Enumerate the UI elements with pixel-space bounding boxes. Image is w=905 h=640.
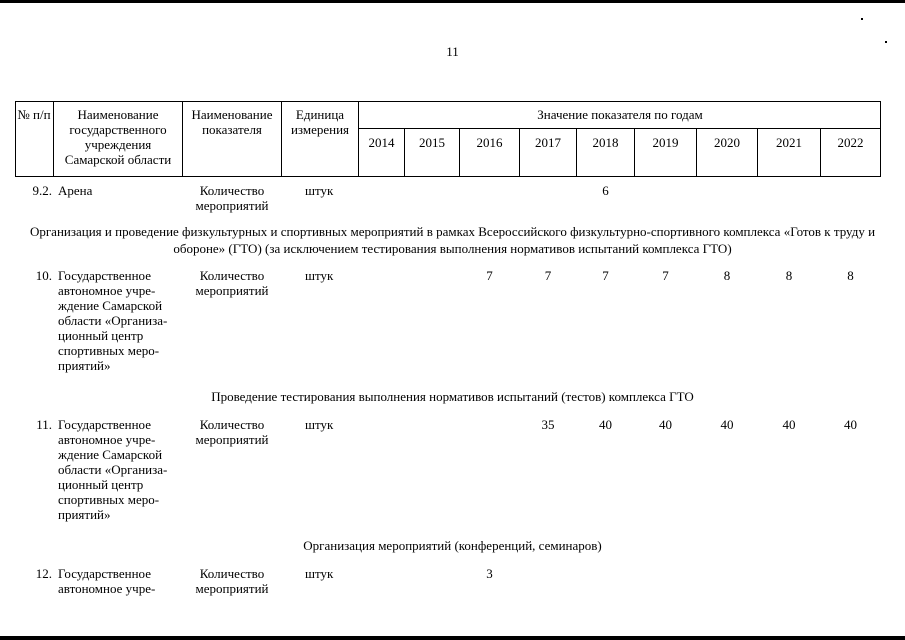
row-number: 9.2. — [32, 183, 52, 198]
row-unit: штук — [305, 417, 334, 432]
scan-speck — [885, 41, 887, 43]
row-institution: Арена — [58, 183, 93, 198]
header-year: 2015 — [419, 135, 445, 150]
row-value-2017: 7 — [544, 268, 552, 283]
row-unit: штук — [305, 268, 334, 283]
header-col-institution: Наименование государственного учреждения Самарской области — [64, 107, 172, 167]
row-value-2022: 40 — [844, 417, 857, 432]
header-col-no: № п/п — [17, 107, 51, 122]
header-year: 2020 — [714, 135, 740, 150]
row-indicator: Количество мероприятий — [195, 566, 269, 596]
row-institution: Государственное автономное учре- ждение Самарской области «Организа- ционный центр спортивных меро- приятий» — [58, 268, 168, 373]
row-value-2016: 3 — [486, 566, 493, 581]
header-top-rule — [15, 101, 881, 102]
header-col-indicator: Наименование показателя — [191, 107, 273, 137]
row-unit: штук — [305, 183, 334, 198]
page-number: 11 — [446, 44, 459, 59]
row-value-2019: 7 — [662, 268, 669, 283]
header-border — [880, 101, 881, 177]
row-institution: Государственное автономное учре- ждение Самарской области «Организа- ционный центр спортивных меро- приятий» — [58, 417, 168, 522]
header-year: 2021 — [776, 135, 802, 150]
row-value-2020: 40 — [720, 417, 734, 432]
row-value-2018: 7 — [602, 268, 609, 283]
header-year: 2017 — [535, 135, 561, 150]
row-value-2020: 8 — [723, 268, 731, 283]
header-year: 2016 — [476, 135, 503, 150]
row-value-2019: 40 — [659, 417, 672, 432]
row-number: 11. — [36, 417, 52, 432]
header-border — [53, 101, 54, 177]
header-year: 2018 — [592, 135, 619, 150]
scan-speck — [861, 18, 863, 20]
header-border — [281, 101, 282, 177]
row-unit: штук — [305, 566, 334, 581]
header-year: 2022 — [837, 135, 864, 150]
section-heading: Проведение тестирования выполнения нормативов испытаний (тестов) комплекса ГТО — [211, 389, 694, 404]
row-value-2022: 8 — [847, 268, 854, 283]
row-value-2021: 40 — [782, 417, 796, 432]
header-bottom-rule — [15, 176, 881, 177]
header-col-values: Значение показателя по годам — [537, 107, 703, 122]
section-heading: Организация мероприятий (конференций, семинаров) — [303, 538, 602, 553]
row-indicator: Количество мероприятий — [195, 268, 269, 298]
row-indicator: Количество мероприятий — [195, 183, 269, 213]
header-col-unit: Единица измерения — [290, 107, 350, 137]
scan-bottom-border — [0, 636, 905, 640]
row-number: 12. — [35, 566, 52, 581]
row-value-2018: 40 — [599, 417, 612, 432]
header-border — [15, 101, 16, 177]
row-value-2017: 35 — [541, 417, 555, 432]
row-number: 10. — [35, 268, 52, 283]
row-value-2016: 7 — [486, 268, 493, 283]
row-value-2018: 6 — [602, 183, 609, 198]
row-indicator: Количество мероприятий — [195, 417, 269, 447]
section-heading: Организация и проведение физкультурных и спортивных мероприятий в рамках Всероссийского физкультурно-спортивного комплекса «Готов к труду и обороне» (ГТО) (за исключением тестирования выполнения нормативов испытаний комплекса ГТО) — [29, 224, 876, 256]
header-year: 2014 — [368, 135, 395, 150]
scan-top-border — [0, 0, 905, 3]
header-year: 2019 — [652, 135, 679, 150]
header-border — [182, 101, 183, 177]
row-value-2021: 8 — [785, 268, 793, 283]
years-divider-rule — [358, 128, 881, 129]
row-institution: Государственное автономное учре- — [58, 566, 156, 596]
